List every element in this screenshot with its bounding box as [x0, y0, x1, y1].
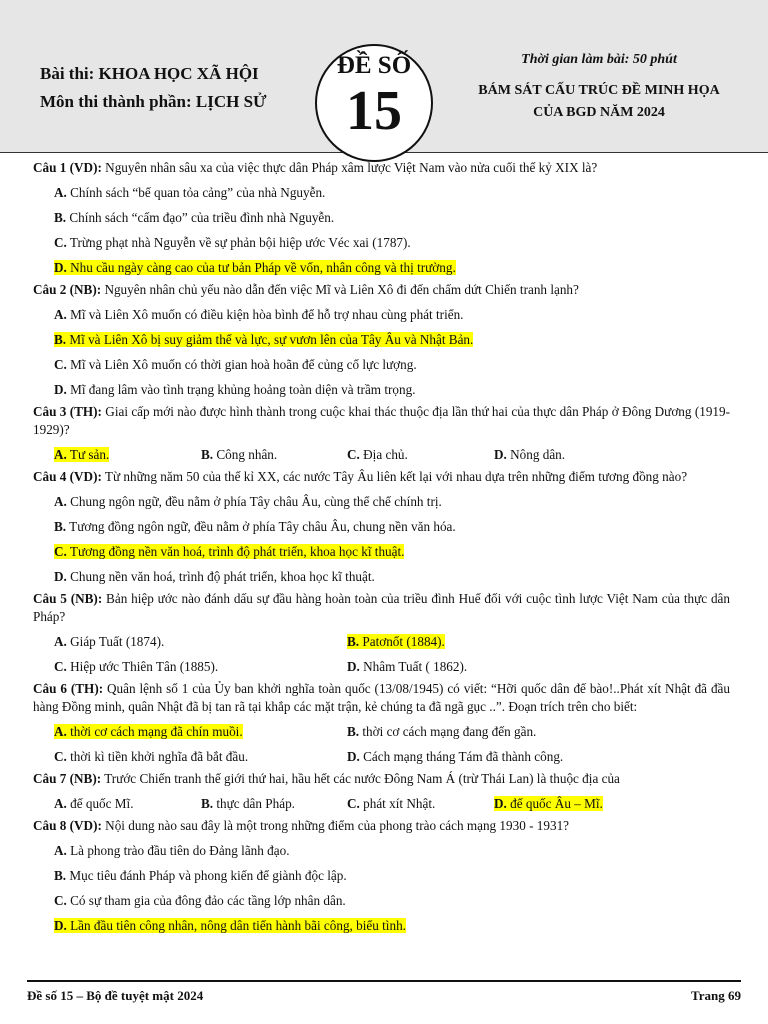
option-text: Cách mạng tháng Tám đã thành công.: [359, 749, 564, 764]
exam-number: 15: [346, 80, 402, 142]
option-c[interactable]: [347, 446, 408, 464]
option-letter: B.: [347, 634, 360, 649]
option-letter: C.: [54, 235, 67, 250]
answer-highlight: [347, 634, 445, 649]
question-label: Câu 4 (VD):: [33, 469, 102, 484]
option-text: Hiệp ước Thiên Tân (1885).: [66, 659, 219, 674]
option-text: Chung nền văn hoá, trình độ phát triển, khoa học kĩ thuật.: [66, 569, 375, 584]
option-letter: D.: [54, 569, 67, 584]
option-b[interactable]: [33, 209, 730, 227]
option-c[interactable]: [33, 356, 730, 374]
option-letter: B.: [201, 447, 214, 462]
option-letter: B.: [347, 724, 360, 739]
question-stem: [33, 281, 730, 299]
option-letter: D.: [494, 447, 507, 462]
exam-info: [40, 60, 267, 116]
option-letter: D.: [54, 918, 67, 933]
question-3: [33, 403, 730, 464]
option-text: Mĩ và Liên Xô muốn có điều kiện hòa bình để hỗ trợ nhau cùng phát triển.: [66, 307, 464, 322]
option-text: Chung ngôn ngữ, đều nằm ở phía Tây châu Âu, cùng thể chế chính trị.: [66, 494, 442, 509]
page-number: Trang 69: [691, 988, 741, 1003]
option-letter: D.: [54, 382, 67, 397]
option-b[interactable]: [347, 723, 536, 741]
option-d[interactable]: [347, 748, 563, 766]
option-letter: B.: [54, 332, 67, 347]
option-letter: A.: [54, 724, 67, 739]
option-letter: D.: [54, 260, 67, 275]
option-letter: C.: [54, 893, 67, 908]
option-text: đế quốc Âu – Mĩ.: [506, 796, 603, 811]
option-letter: D.: [347, 659, 360, 674]
option-text: Trừng phạt nhà Nguyễn về sự phản bội hiệp ước Véc xai (1787).: [66, 235, 411, 250]
option-text: Nhu cầu ngày càng cao của tư bản Pháp về vốn, nhân công và thị trường.: [66, 260, 456, 275]
option-letter: C.: [347, 796, 360, 811]
option-letter: D.: [494, 796, 507, 811]
option-text: Patơnốt (1884).: [359, 634, 445, 649]
option-row: [33, 748, 730, 766]
option-letter: A.: [54, 843, 67, 858]
option-letter: B.: [201, 796, 214, 811]
question-list: [33, 155, 730, 935]
option-a[interactable]: [33, 184, 730, 202]
question-text: Quân lệnh số 1 của Ủy ban khởi nghĩa toàn quốc (13/08/1945) có viết: “Hỡi quốc dân đế bào!..Phát xít Nhật đã đầu hàng Đồng minh, quân Nhật đã bị tan rã tại khắp các mặt trận, kẻ chúng ta đã ngã gục ..”. Đoạn trích trên cho biết:: [33, 681, 730, 714]
question-label: Câu 6 (TH):: [33, 681, 104, 696]
option-d[interactable]: [494, 446, 565, 464]
question-stem: [33, 590, 730, 626]
answer-highlight: [54, 918, 406, 933]
option-row: [33, 723, 730, 741]
question-2: [33, 281, 730, 399]
option-d[interactable]: [347, 658, 467, 676]
option-c[interactable]: [54, 658, 218, 676]
exam-title: Bài thi: KHOA HỌC XÃ HỘI: [40, 64, 259, 83]
option-text: Tương đồng ngôn ngữ, đều nằm ở phía Tây châu Âu, chung nền văn hóa.: [66, 519, 456, 534]
option-text: đế quốc Mĩ.: [66, 796, 134, 811]
question-label: Câu 2 (NB):: [33, 282, 102, 297]
answer-highlight: [54, 332, 473, 347]
option-text: Địa chủ.: [359, 447, 408, 462]
option-text: Mục tiêu đánh Pháp và phong kiến để giành độc lập.: [66, 868, 347, 883]
question-text: Từ những năm 50 của thế kỉ XX, các nước Tây Âu liên kết lại với nhau dựa trên những điểm tương đồng nào?: [101, 469, 688, 484]
question-text: Giai cấp mới nào được hình thành trong cuộc khai thác thuộc địa lần thứ hai của thực dân Pháp ở Đông Dương (1919-1929)?: [33, 404, 730, 437]
exam-meta: [458, 50, 740, 124]
structure-line-1: BÁM SÁT CẤU TRÚC ĐỀ MINH HỌA: [478, 83, 720, 98]
question-label: Câu 3 (TH):: [33, 404, 102, 419]
option-c[interactable]: [347, 795, 435, 813]
subject-title: Môn thi thành phần: LỊCH SỬ: [40, 92, 267, 111]
question-text: Trước Chiến tranh thế giới thứ hai, hầu hết các nước Đông Nam Á (trừ Thái Lan) là thuộc địa của: [101, 771, 620, 786]
question-label: Câu 7 (NB):: [33, 771, 102, 786]
option-d[interactable]: [33, 381, 730, 399]
option-letter: C.: [54, 544, 67, 559]
option-letter: C.: [347, 447, 360, 462]
option-text: thời kì tiền khởi nghĩa đã bắt đầu.: [66, 749, 249, 764]
option-text: phát xít Nhật.: [359, 796, 436, 811]
option-a[interactable]: [54, 633, 164, 651]
option-letter: A.: [54, 185, 67, 200]
option-letter: B.: [54, 210, 67, 225]
option-text: Mĩ đang lâm vào tình trạng khủng hoảng toàn diện và trầm trọng.: [66, 382, 416, 397]
option-row: [33, 658, 730, 676]
option-c[interactable]: [33, 543, 730, 561]
question-stem: [33, 403, 730, 439]
option-letter: D.: [347, 749, 360, 764]
question-1: [33, 159, 730, 277]
option-letter: A.: [54, 796, 67, 811]
option-text: Giáp Tuất (1874).: [66, 634, 165, 649]
option-a[interactable]: [54, 795, 134, 813]
option-letter: B.: [54, 519, 67, 534]
option-text: Chính sách “bế quan tỏa cảng” của nhà Nguyễn.: [66, 185, 326, 200]
question-6: [33, 680, 730, 766]
option-letter: C.: [54, 659, 67, 674]
option-text: thời cơ cách mạng đã chín muồi.: [66, 724, 243, 739]
question-text: Nguyên nhân sâu xa của việc thực dân Pháp xâm lược Việt Nam vào nửa cuối thế kỷ XIX là?: [101, 160, 598, 175]
footer-title: Đề số 15 – Bộ đề tuyệt mật 2024: [27, 988, 204, 1003]
option-text: Tương đồng nền văn hoá, trình độ phát triển, khoa học kĩ thuật.: [66, 544, 405, 559]
answer-highlight: [54, 724, 243, 739]
exam-duration: Thời gian làm bài: 50 phút: [521, 52, 677, 67]
option-letter: B.: [54, 868, 67, 883]
option-b[interactable]: [33, 867, 730, 885]
option-b[interactable]: [33, 518, 730, 536]
page-footer: [27, 980, 741, 1004]
option-a[interactable]: [33, 306, 730, 324]
option-text: Có sự tham gia của đông đảo các tầng lớp nhân dân.: [66, 893, 346, 908]
option-text: Chính sách “cấm đạo” của triều đình nhà Nguyễn.: [66, 210, 335, 225]
option-c[interactable]: [33, 234, 730, 252]
option-text: Mĩ và Liên Xô muốn có thời gian hoà hoãn để củng cố lực lượng.: [66, 357, 417, 372]
question-7: [33, 770, 730, 813]
question-stem: [33, 817, 730, 835]
question-8: [33, 817, 730, 935]
option-text: Nhâm Tuất ( 1862).: [359, 659, 468, 674]
answer-highlight: [494, 796, 603, 811]
option-b[interactable]: [201, 446, 277, 464]
answer-highlight: [54, 260, 456, 275]
structure-line-2: CỦA BGD NĂM 2024: [533, 105, 665, 120]
option-text: thực dân Pháp.: [213, 796, 295, 811]
question-4: [33, 468, 730, 586]
option-b[interactable]: [201, 795, 295, 813]
question-stem: [33, 159, 730, 177]
option-letter: C.: [54, 357, 67, 372]
exam-number-label: ĐỀ SỐ: [336, 52, 412, 79]
option-a[interactable]: [54, 446, 109, 464]
option-text: Là phong trào đầu tiên do Đảng lãnh đạo.: [66, 843, 290, 858]
question-label: Câu 5 (NB):: [33, 591, 103, 606]
option-a[interactable]: [33, 493, 730, 511]
answer-highlight: [54, 447, 109, 462]
question-text: Nội dung nào sau đây là một trong những điểm của phong trào cách mạng 1930 - 1931?: [101, 818, 570, 833]
option-a[interactable]: [54, 723, 243, 741]
option-d[interactable]: [33, 568, 730, 586]
question-text: Nguyên nhân chủ yếu nào dẫn đến việc Mĩ và Liên Xô đi đến chấm dứt Chiến tranh lạnh?: [101, 282, 579, 297]
option-c[interactable]: [54, 748, 248, 766]
option-text: Tư sản.: [66, 447, 110, 462]
option-b[interactable]: [347, 633, 445, 651]
option-row: [33, 795, 730, 813]
answer-highlight: [54, 544, 404, 559]
option-d[interactable]: [33, 917, 730, 935]
page-header: [0, 0, 768, 153]
option-text: Mĩ và Liên Xô bị suy giảm thế và lực, sự vươn lên của Tây Âu và Nhật Bản.: [66, 332, 474, 347]
option-d[interactable]: [494, 795, 603, 813]
option-d[interactable]: [33, 259, 730, 277]
option-letter: A.: [54, 634, 67, 649]
option-row: [33, 446, 730, 464]
option-letter: A.: [54, 307, 67, 322]
question-5: [33, 590, 730, 676]
option-row: [33, 633, 730, 651]
question-label: Câu 8 (VD):: [33, 818, 102, 833]
option-text: Công nhân.: [213, 447, 278, 462]
option-a[interactable]: [33, 842, 730, 860]
option-text: thời cơ cách mạng đang đến gần.: [359, 724, 537, 739]
question-stem: [33, 468, 730, 486]
option-c[interactable]: [33, 892, 730, 910]
exam-number-badge: [315, 44, 433, 162]
question-stem: [33, 770, 730, 788]
option-letter: A.: [54, 447, 67, 462]
option-text: Nông dân.: [506, 447, 566, 462]
option-b[interactable]: [33, 331, 730, 349]
question-text: Bản hiệp ước nào đánh dấu sự đầu hàng hoàn toàn của triều đình Huế đối với cuộc tình lược Việt Nam của thực dân Pháp?: [33, 591, 730, 624]
option-text: Lần đầu tiên công nhân, nông dân tiến hành bãi công, biểu tình.: [66, 918, 406, 933]
question-stem: [33, 680, 730, 716]
question-label: Câu 1 (VD):: [33, 160, 102, 175]
option-letter: C.: [54, 749, 67, 764]
option-letter: A.: [54, 494, 67, 509]
